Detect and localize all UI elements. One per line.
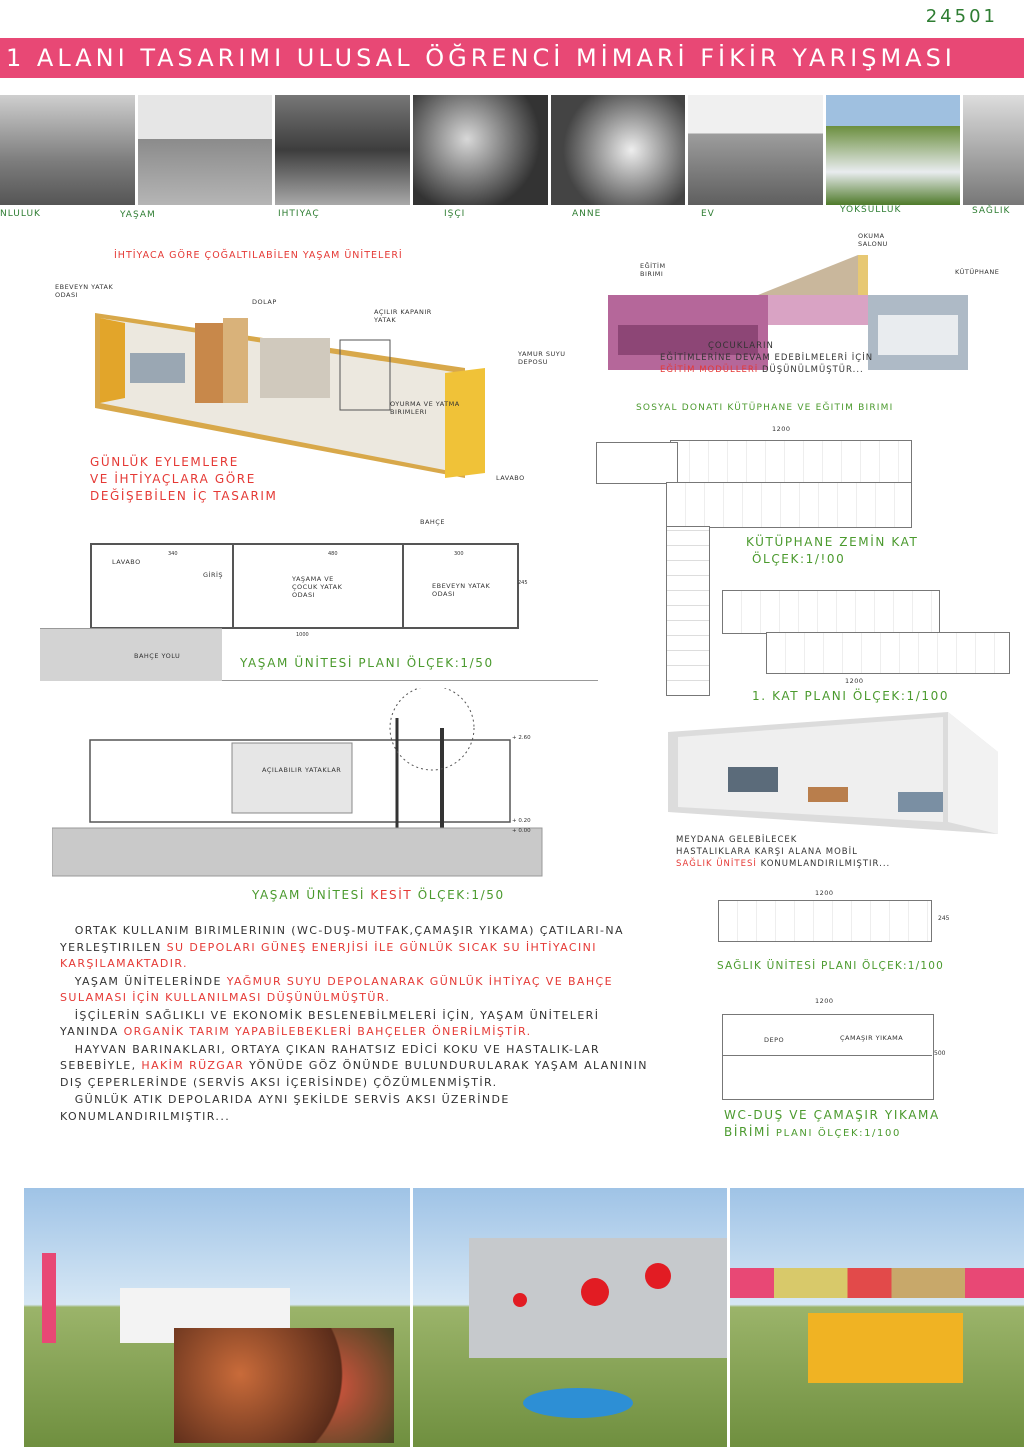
render-red-dot (513, 1293, 527, 1307)
library-plan-mid (666, 482, 912, 528)
render-basin (523, 1388, 633, 1418)
section-level: + 2.60 (512, 735, 531, 741)
dimension-label: 1200 (815, 997, 834, 1005)
library-first-floor-top (722, 590, 940, 634)
callout: LAVABO (496, 474, 525, 482)
render-container-dots (413, 1188, 727, 1447)
text-highlight: SU DEPOLARI GÜNEŞ ENERJİSİ İLE GÜNLÜK SICAK SU İHTİYACINI KARŞILAMAKTADIR. (60, 940, 597, 970)
edu-title: SOSYAL DONATI KÜTÜPHANE VE EĞITIM BIRIMI (636, 403, 894, 413)
unit-title: İHTİYACA GÖRE ÇOĞALTILABİLEN YAŞAM ÜNİTELERİ (114, 250, 403, 261)
health-plan-title: SAĞLIK ÜNİTESİ PLANI ÖLÇEK:1/100 (717, 960, 945, 972)
wc-title-a: BİRİMİ (724, 1125, 772, 1139)
section-level: + 0.20 (512, 818, 531, 824)
plan-dimension: 245 (518, 580, 528, 586)
edu-caption-line (660, 364, 873, 376)
edu-caption-end: DÜŞÜNÜLMÜŞTÜR... (761, 365, 864, 375)
dimension-label: 1200 (845, 677, 864, 685)
callout: AÇILIR KAPANIR YATAK (374, 308, 432, 324)
description-paragraph (60, 1008, 650, 1041)
unit-subtitle-line: GÜNLÜK EYLEMLERE (90, 455, 239, 469)
library-first-floor-title: 1. KAT PLANI ÖLÇEK:1/100 (752, 689, 950, 703)
photo-label: EV (701, 209, 715, 219)
section-title-c: ÖLÇEK:1/50 (412, 888, 505, 902)
render-settlement (730, 1188, 1024, 1447)
callout: YAMUR SUYU DEPOSU (518, 350, 566, 366)
dimension-label: 1200 (815, 889, 834, 897)
description-paragraph (60, 1042, 650, 1092)
text-highlight: YAĞMUR SUYU DEPOLANARAK GÜNLÜK İHTİYAÇ VE BAHÇE SULAMASI İÇİN KULLANILMASI DÜŞÜNÜLMÜŞTÜR. (60, 974, 613, 1004)
render-red-dot (581, 1278, 609, 1306)
photo-basin (275, 95, 410, 205)
photo-children (0, 95, 135, 205)
library-first-floor-bottom (766, 632, 1010, 674)
unit-subtitle-line: VE İHTİYAÇLARA GÖRE (90, 472, 256, 486)
health-caption (676, 834, 890, 870)
health-caption-red: SAĞLIK ÜNİTESİ (676, 859, 757, 869)
text-highlight: HAKİM RÜZGAR (141, 1059, 245, 1072)
wc-room-label: DEPO (764, 1036, 785, 1044)
plan-dimension: 340 (168, 551, 178, 557)
dimension-label: 245 (938, 915, 950, 922)
wc-plan-title (724, 1107, 940, 1142)
dimension-label: 500 (934, 1050, 946, 1057)
plan-dimension: 300 (454, 551, 464, 557)
text-part: ORTAK KULLANIM BIRIMLERININ (WC-DUŞ-MUTFAK,ÇAMAŞIR YIKAMA) ÇATILARI-NA YERLEŞTIRILEN (60, 924, 624, 954)
health-plan (718, 900, 932, 942)
library-ground-line: ÖLÇEK:1/!00 (752, 552, 846, 566)
photo-label: YAŞAM (120, 210, 156, 220)
garden-path (40, 628, 222, 681)
photo-health (963, 95, 1024, 205)
garden-path-label: BAHÇE YOLU (134, 652, 181, 660)
project-code: 24501 (925, 6, 998, 27)
unit-section (52, 688, 552, 878)
description-paragraph (60, 1092, 650, 1125)
wc-title-line: WC-DUŞ VE ÇAMAŞIR YIKAMA (724, 1108, 940, 1122)
render-children (174, 1328, 394, 1443)
edu-caption-red: EĞİTİM MODÜLLERİ (660, 365, 759, 375)
plan-dimension: 1000 (296, 632, 309, 638)
photo-label: SAĞLIK (972, 206, 1011, 216)
description-text (60, 923, 650, 1126)
photo-poverty (826, 95, 961, 205)
callout: EBEVEYN YATAK ODASI (55, 283, 114, 299)
photo-worker (413, 95, 548, 205)
plan-room-label: GİRİŞ (203, 571, 224, 579)
health-caption-line: MEYDANA GELEBİLECEK (676, 835, 798, 845)
section-title (252, 888, 505, 902)
text-part: GÜNLÜK ATIK DEPOLARIDA AYNI ŞEKİLDE SERVİS AKSI ÜZERİNDE KONUMLANDIRILMIŞTIR... (60, 1093, 510, 1123)
unit-plan-title: YAŞAM ÜNİTESİ PLANI ÖLÇEK:1/50 (240, 656, 494, 670)
description-paragraph (60, 974, 650, 1007)
photo-home (688, 95, 823, 205)
render-red-dot (645, 1263, 671, 1289)
plan-wall (232, 545, 234, 627)
photo-mother (551, 95, 686, 205)
wc-title-b: PLANI ÖLÇEK:1/100 (771, 1128, 901, 1139)
photo-tents (138, 95, 273, 205)
text-part: YAŞAM ÜNİTELERİNDE (74, 974, 227, 988)
edu-label: EĞİTİM BIRIMI (640, 262, 666, 278)
photo-label: YOKSULLUK (840, 205, 902, 215)
wc-plan-divider (722, 1055, 932, 1056)
banner-title: 1 ALANI TASARIMI ULUSAL ÖĞRENCİ MİMARİ FİKİR YARIŞMASI (6, 44, 956, 72)
photo-label: IŞÇI (444, 209, 466, 219)
unit-subtitle (90, 454, 278, 505)
section-title-a: YAŞAM ÜNİTESİ (252, 888, 371, 902)
plan-wall (402, 545, 404, 627)
plan-dimension: 480 (328, 551, 338, 557)
unit-subtitle-line: DEĞİŞEBİLEN İÇ TASARIM (90, 489, 278, 503)
section-level: + 0.00 (512, 828, 531, 834)
plan-room-label: LAVABO (112, 558, 141, 566)
wc-plan (722, 1014, 934, 1100)
section-title-b: KESİT (370, 888, 413, 902)
photo-label: NLULUK (0, 209, 41, 219)
edu-caption-line: ÇOCUKLARIN (708, 341, 774, 351)
wc-title-line (724, 1124, 940, 1142)
health-caption-end: KONUMLANDIRILMIŞTIR... (760, 859, 891, 869)
edu-caption (660, 340, 873, 376)
garden-path-line (222, 680, 598, 681)
library-ground-title (746, 534, 918, 568)
section-beds-label: AÇILABILIR YATAKLAR (262, 766, 342, 774)
health-caption-line: HASTALIKLARA KARŞI ALANA MOBİL (676, 847, 858, 857)
photo-strip (0, 95, 1024, 205)
library-plan-left (596, 442, 678, 484)
edu-label: KÜTÜPHANE (955, 268, 1000, 276)
description-paragraph (60, 923, 650, 973)
callout: DOLAP (252, 298, 277, 306)
edu-label: OKUMA SALONU (858, 232, 888, 248)
library-ground-line: KÜTÜPHANE ZEMİN KAT (746, 535, 919, 549)
library-plan-stem (666, 526, 710, 696)
edu-caption-line: EĞİTİMLERİNE DEVAM EDEBİLMELERİ İÇİN (660, 353, 874, 363)
wc-room-label: ÇAMAŞIR YIKAMA (840, 1034, 904, 1042)
health-unit-render (668, 712, 998, 834)
text-part: YÖNÜDE GÖZ ÖNÜNDE BULUNDURULARAK YAŞAM ALANININ DIŞ ÇEPERLERİNDE (SERVİS AKSI İÇERİSİNDE) ÇÖZÜMLENMİŞTİR. (60, 1059, 648, 1089)
plan-room-label: EBEVEYN YATAK ODASI (432, 582, 491, 598)
garden-label: BAHÇE (420, 518, 445, 526)
photo-label: IHTIYAÇ (278, 209, 320, 219)
callout: OYURMA VE YATMA BIRIMLERI (390, 400, 460, 416)
photo-label: ANNE (572, 209, 602, 219)
health-caption-line (676, 858, 890, 870)
render-yellow-container (808, 1313, 963, 1383)
text-part: HAYVAN BARINAKLARI, ORTAYA ÇIKAN RAHATSIZ EDİCİ KOKU VE HASTALIK-LAR SEBEBİYLE, (60, 1042, 601, 1072)
title-banner (0, 38, 1024, 78)
render-pink-tower (42, 1253, 56, 1343)
render-playground (24, 1188, 410, 1447)
dimension-label: 1200 (772, 425, 791, 433)
render-distant-containers (730, 1268, 1024, 1298)
text-highlight: ORGANİK TARIM YAPABİLEBEKLERİ BAHÇELER ÖNERİLMİŞTİR. (123, 1025, 532, 1038)
plan-room-label: YAŞAMA VE ÇOCUK YATAK ODASI (292, 575, 343, 599)
text-part: İŞÇİLERİN SAĞLIKLI VE EKONOMİK BESLENEBİLMELERİ İÇİN, YAŞAM ÜNİTELERİ YANINDA (60, 1008, 600, 1038)
library-plan-top (670, 440, 912, 484)
